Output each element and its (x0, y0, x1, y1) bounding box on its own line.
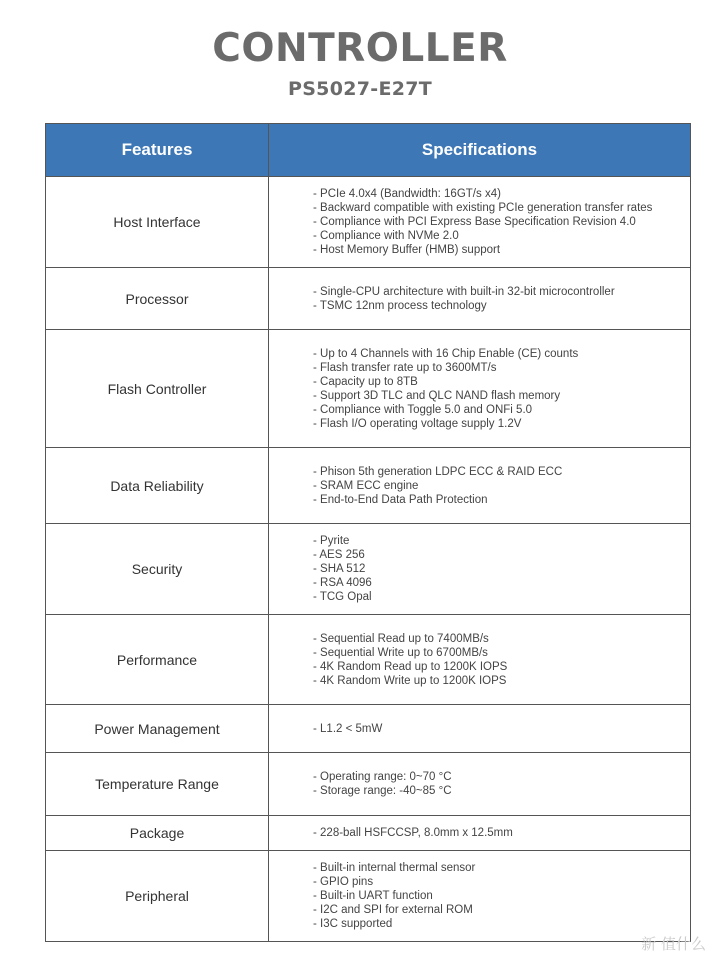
spec-list-item: - Compliance with Toggle 5.0 and ONFi 5.0 (313, 403, 533, 416)
table-row (46, 268, 691, 330)
spec-list-item: - GPIO pins (313, 876, 374, 888)
table-row (46, 330, 691, 448)
spec-list (313, 722, 690, 736)
column-header-features: Features (46, 124, 269, 177)
spec-list-item: - Compliance with NVMe 2.0 (313, 230, 459, 242)
feature-cell: Performance (46, 615, 269, 705)
feature-cell: Peripheral (46, 851, 269, 942)
spec-list (313, 465, 690, 507)
spec-list-item: - Pyrite (313, 535, 350, 547)
spec-list-item: - SRAM ECC engine (313, 479, 419, 492)
feature-cell: Processor (46, 268, 269, 330)
spec-list (313, 826, 690, 840)
page-title: CONTROLLER (212, 26, 508, 71)
spec-list-item: - Up to 4 Channels with 16 Chip Enable (CE) counts (313, 347, 579, 360)
spec-list-item: - Built-in UART function (313, 890, 433, 902)
spec-list-item: - AES 256 (313, 549, 365, 561)
spec-list (313, 632, 690, 688)
table-row (46, 705, 691, 753)
feature-cell: Temperature Range (46, 753, 269, 816)
specifications-cell (269, 851, 691, 942)
spec-list-item: - Storage range: -40~85 °C (313, 785, 452, 797)
spec-table-body (46, 177, 691, 942)
specifications-cell (269, 177, 691, 268)
table-row (46, 524, 691, 615)
specifications-cell (269, 615, 691, 705)
feature-cell: Host Interface (46, 177, 269, 268)
feature-cell: Package (46, 816, 269, 851)
spec-list-item: - Compliance with PCI Express Base Specification Revision 4.0 (313, 216, 636, 228)
specifications-cell (269, 705, 691, 753)
feature-cell: Flash Controller (46, 330, 269, 448)
column-header-specifications: Specifications (269, 124, 691, 177)
spec-list-item: - 228-ball HSFCCSP, 8.0mm x 12.5mm (313, 827, 513, 839)
spec-list-item: - L1.2 < 5mW (313, 722, 383, 735)
table-row (46, 816, 691, 851)
specifications-cell (269, 448, 691, 524)
spec-list-item: - SHA 512 (313, 563, 366, 575)
spec-list (313, 770, 690, 798)
spec-list-item: - I2C and SPI for external ROM (313, 904, 473, 916)
spec-list (313, 285, 690, 313)
spec-list-item: - TSMC 12nm process technology (313, 299, 487, 312)
spec-list-item: - RSA 4096 (313, 577, 372, 589)
spec-list-item: - Flash transfer rate up to 3600MT/s (313, 361, 497, 374)
specifications-cell (269, 268, 691, 330)
specifications-cell (269, 330, 691, 448)
table-row (46, 177, 691, 268)
spec-list-item: - Host Memory Buffer (HMB) support (313, 244, 501, 256)
spec-list-item: - 4K Random Write up to 1200K IOPS (313, 674, 507, 687)
spec-list-item: - I3C supported (313, 918, 393, 930)
table-header-row (46, 124, 691, 177)
spec-table (45, 123, 691, 942)
feature-cell: Security (46, 524, 269, 615)
spec-list-item: - End-to-End Data Path Protection (313, 493, 488, 506)
spec-list-item: - Single-CPU architecture with built-in 32-bit microcontroller (313, 285, 615, 298)
specifications-cell (269, 753, 691, 816)
spec-list-item: - Sequential Read up to 7400MB/s (313, 632, 489, 645)
spec-list (313, 187, 690, 257)
feature-cell: Data Reliability (46, 448, 269, 524)
table-row (46, 615, 691, 705)
specifications-cell (269, 816, 691, 851)
page-subtitle: PS5027-E27T (287, 78, 433, 100)
table-row (46, 851, 691, 942)
specifications-cell (269, 524, 691, 615)
spec-list-item: - Sequential Write up to 6700MB/s (313, 646, 488, 659)
spec-list-item: - Backward compatible with existing PCIe generation transfer rates (313, 202, 653, 214)
spec-list-item: - 4K Random Read up to 1200K IOPS (313, 660, 508, 673)
spec-list-item: - Operating range: 0~70 °C (313, 771, 452, 783)
table-row (46, 753, 691, 816)
spec-list-item: - PCIe 4.0x4 (Bandwidth: 16GT/s x4) (313, 188, 501, 200)
spec-list (313, 861, 690, 931)
feature-cell: Power Management (46, 705, 269, 753)
spec-list-item: - Flash I/O operating voltage supply 1.2V (313, 417, 522, 430)
spec-list-item: - Phison 5th generation LDPC ECC & RAID ECC (313, 465, 563, 478)
spec-list-item: - Support 3D TLC and QLC NAND flash memory (313, 389, 561, 402)
spec-list-item: - Capacity up to 8TB (313, 375, 418, 388)
watermark-logo: 新 值什么 (641, 935, 706, 953)
spec-list (313, 347, 690, 431)
table-row (46, 448, 691, 524)
spec-list-item: - Built-in internal thermal sensor (313, 862, 476, 874)
spec-list-item: - TCG Opal (313, 591, 372, 603)
spec-list (313, 534, 690, 604)
